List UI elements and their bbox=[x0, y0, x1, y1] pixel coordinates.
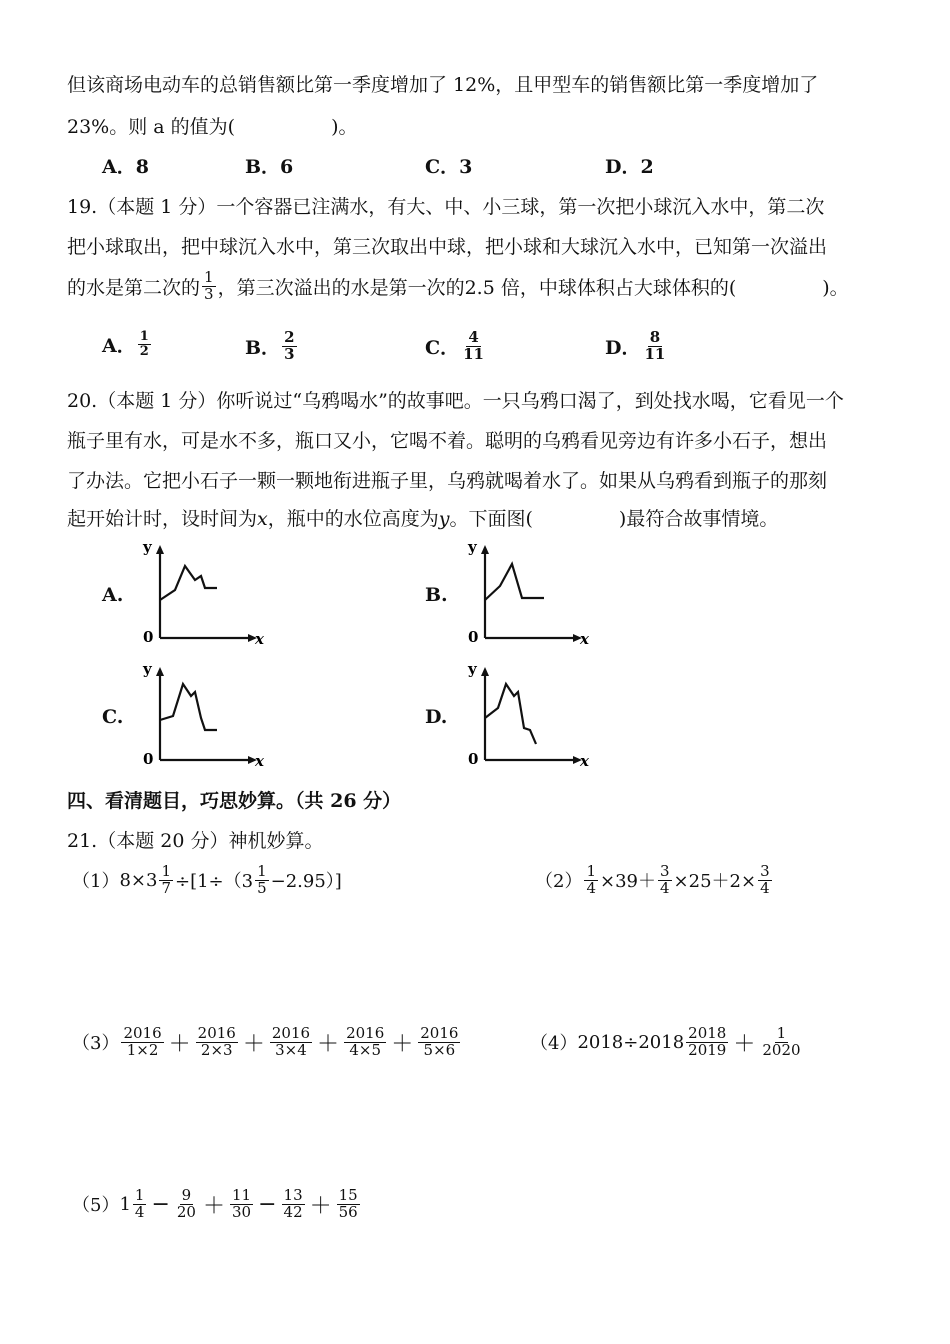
frac-num: 1 bbox=[139, 329, 149, 344]
fraction bbox=[658, 864, 672, 897]
q18-line2-post: )。 bbox=[331, 116, 358, 138]
option-fraction bbox=[138, 330, 151, 358]
frac-num: 1 bbox=[161, 862, 171, 880]
fraction bbox=[337, 1188, 360, 1221]
frac-den: 4 bbox=[660, 878, 670, 897]
fraction bbox=[196, 1026, 238, 1059]
q19-line3-pre: 的水是第二次的 bbox=[67, 276, 201, 299]
frac-den: 20 bbox=[176, 1202, 196, 1221]
mixed-fraction bbox=[159, 864, 173, 897]
x-axis-label: x bbox=[255, 752, 264, 770]
frac-num: 2016 bbox=[346, 1024, 385, 1042]
q20-line4-pre: 起开始计时，设时间为 bbox=[67, 508, 258, 530]
plus-sign: ＋ bbox=[309, 1193, 332, 1219]
graph-option-b[interactable] bbox=[460, 540, 600, 655]
frac-num: 2016 bbox=[420, 1024, 459, 1042]
q19-line1: 19.（本题 1 分）一个容器已注满水，有大、中、小三球，第一次把小球沉入水中，第二次 bbox=[67, 196, 825, 218]
graph-c-svg bbox=[135, 662, 275, 772]
expr-text: ÷[1÷（3 bbox=[175, 871, 254, 893]
plus-sign: ＋ bbox=[242, 1031, 265, 1057]
option-label: D． bbox=[605, 336, 641, 359]
plus-sign: ＋ bbox=[317, 1031, 340, 1057]
frac-den: 3×4 bbox=[275, 1040, 307, 1059]
q20-line4 bbox=[67, 504, 778, 531]
option-label: C． bbox=[425, 336, 460, 359]
expression-4 bbox=[530, 1026, 805, 1059]
x-axis-label: x bbox=[580, 752, 589, 770]
frac-num: 3 bbox=[660, 862, 670, 880]
frac-num: 15 bbox=[338, 1186, 358, 1204]
frac-den: 5×6 bbox=[423, 1040, 456, 1059]
q20-line3: 了办法。它把小石子一颗一颗地衔进瓶子里，乌鸦就喝着水了。如果从乌鸦看到瓶子的那刻 bbox=[67, 470, 828, 492]
frac-den: 11 bbox=[463, 344, 484, 363]
q18-line2 bbox=[67, 112, 357, 139]
expr-text: 8×3 bbox=[119, 869, 158, 891]
section-title: 四、看清题目，巧思妙算。（共 26 分） bbox=[67, 790, 402, 812]
frac-num: 8 bbox=[649, 328, 661, 346]
q19-option-c[interactable] bbox=[425, 330, 488, 363]
fraction bbox=[758, 864, 772, 897]
q18-line2-pre: 23%。则 a 的值为( bbox=[67, 116, 236, 138]
graph-option-d[interactable] bbox=[460, 662, 600, 777]
frac-num: 2016 bbox=[271, 1024, 311, 1042]
expr-tag: （2） bbox=[535, 871, 583, 893]
q20-line4-mid2: 。下面图( bbox=[449, 508, 533, 530]
graph-option-a[interactable] bbox=[135, 540, 275, 655]
q18-option-b[interactable]: B．6 bbox=[245, 156, 294, 178]
option-label: A． bbox=[102, 334, 136, 357]
fraction bbox=[418, 1026, 460, 1059]
origin-label: 0 bbox=[468, 628, 479, 646]
option-fraction bbox=[642, 330, 667, 363]
graph-option-b-label[interactable]: B. bbox=[425, 584, 448, 606]
plus-sign: ＋ bbox=[202, 1193, 225, 1219]
frac-num: 1 bbox=[257, 862, 267, 880]
graph-curve bbox=[160, 566, 217, 600]
frac-den: 3 bbox=[284, 344, 295, 363]
q20-line4-mid: ，瓶中的水位高度为 bbox=[267, 508, 439, 530]
expression-5 bbox=[72, 1188, 362, 1221]
frac-num: 1 bbox=[134, 1186, 145, 1204]
fraction bbox=[760, 1026, 802, 1059]
frac-den: 56 bbox=[338, 1202, 358, 1221]
frac-den: 2×3 bbox=[200, 1040, 233, 1059]
y-axis-label: y bbox=[468, 660, 477, 678]
frac-num: 11 bbox=[232, 1186, 252, 1204]
fraction bbox=[121, 1026, 163, 1059]
mixed-fraction bbox=[255, 864, 269, 897]
graph-option-c[interactable] bbox=[135, 662, 275, 777]
var-y: y bbox=[438, 508, 450, 530]
frac-num: 2 bbox=[284, 328, 295, 346]
plus-sign: ＋ bbox=[168, 1031, 191, 1057]
graph-curve bbox=[485, 684, 536, 744]
minus-sign: − bbox=[151, 1191, 170, 1217]
q19-option-b[interactable] bbox=[245, 330, 299, 363]
graph-option-c-label[interactable]: C. bbox=[102, 706, 124, 728]
q19-line3 bbox=[67, 270, 849, 303]
frac-num: 4 bbox=[468, 328, 479, 346]
frac-num: 2016 bbox=[123, 1024, 162, 1042]
frac-num: 3 bbox=[760, 862, 770, 880]
graph-b-svg bbox=[460, 540, 600, 650]
expr-text: 2018÷2018 bbox=[577, 1031, 685, 1053]
graph-curve bbox=[485, 564, 544, 600]
y-arrow-icon bbox=[481, 667, 489, 676]
mixed-fraction bbox=[686, 1026, 728, 1059]
frac-den: 2019 bbox=[688, 1040, 727, 1059]
frac-num: 2016 bbox=[197, 1024, 236, 1042]
option-fraction bbox=[461, 330, 486, 363]
origin-label: 0 bbox=[143, 628, 154, 646]
fraction bbox=[344, 1026, 386, 1059]
mixed-fraction bbox=[133, 1188, 147, 1221]
q18-option-d[interactable]: D．2 bbox=[605, 156, 654, 178]
expr-text: ×39＋ bbox=[600, 871, 656, 893]
plus-sign: ＋ bbox=[733, 1031, 756, 1057]
frac-den: 30 bbox=[232, 1202, 252, 1221]
q19-line3-mid: ，第三次溢出的水是第一次的2.5 倍，中球体积占大球体积的( bbox=[217, 276, 737, 299]
expression-3 bbox=[72, 1026, 462, 1059]
q18-option-a[interactable]: A．8 bbox=[102, 156, 149, 178]
q20-line4-post: )最符合故事情境。 bbox=[618, 508, 779, 530]
q19-option-a[interactable] bbox=[102, 330, 153, 358]
q18-line1: 但该商场电动车的总销售额比第一季度增加了 12%，且甲型车的销售额比第一季度增加了 bbox=[67, 74, 819, 96]
frac-num: 2018 bbox=[688, 1024, 727, 1042]
expression-1 bbox=[72, 864, 342, 897]
var-x: x bbox=[257, 508, 268, 530]
expr-tag: （3） bbox=[72, 1033, 120, 1055]
y-axis-label: y bbox=[143, 660, 152, 678]
graph-d-svg bbox=[460, 662, 600, 772]
graph-option-a-label[interactable]: A. bbox=[102, 584, 124, 606]
y-arrow-icon bbox=[481, 545, 489, 554]
frac-den: 4 bbox=[134, 1202, 145, 1221]
frac-den: 2020 bbox=[762, 1040, 801, 1059]
frac-num: 1 bbox=[586, 862, 596, 880]
y-axis-label: y bbox=[143, 538, 152, 556]
frac-den: 3 bbox=[204, 284, 214, 303]
frac-num: 13 bbox=[283, 1186, 303, 1204]
frac-den: 7 bbox=[161, 878, 171, 897]
expression-2 bbox=[535, 864, 774, 897]
frac-den: 42 bbox=[283, 1202, 303, 1221]
fraction bbox=[175, 1188, 198, 1221]
q20-line1: 20.（本题 1 分）你听说过“乌鸦喝水”的故事吧。一只乌鸦口渴了，到处找水喝，它看见一个 bbox=[67, 390, 844, 412]
q19-line3-post: )。 bbox=[822, 276, 849, 299]
expr-tag: （4） bbox=[530, 1033, 578, 1055]
q18-option-c[interactable]: C．3 bbox=[425, 156, 473, 178]
expr-text: 1 bbox=[119, 1193, 131, 1215]
q19-fraction bbox=[202, 270, 216, 303]
frac-den: 4 bbox=[760, 878, 770, 897]
minus-sign: − bbox=[258, 1191, 277, 1217]
x-axis-label: x bbox=[255, 630, 264, 648]
y-arrow-icon bbox=[156, 667, 164, 676]
origin-label: 0 bbox=[143, 750, 154, 768]
frac-den: 2 bbox=[139, 343, 149, 359]
q19-option-d[interactable] bbox=[605, 330, 669, 363]
plus-sign: ＋ bbox=[391, 1031, 414, 1057]
fraction bbox=[270, 1026, 312, 1059]
frac-den: 4×5 bbox=[349, 1040, 381, 1059]
graph-a-svg bbox=[135, 540, 275, 650]
expr-tag: （1） bbox=[72, 871, 120, 893]
origin-label: 0 bbox=[468, 750, 479, 768]
y-arrow-icon bbox=[156, 545, 164, 554]
expr-text: ×25＋2× bbox=[673, 871, 757, 893]
frac-num: 1 bbox=[204, 268, 214, 286]
y-axis-label: y bbox=[468, 538, 477, 556]
expr-text: −2.95）] bbox=[270, 871, 342, 893]
graph-curve bbox=[160, 684, 217, 730]
frac-den: 1×2 bbox=[126, 1040, 159, 1059]
graph-option-d-label[interactable]: D. bbox=[425, 706, 448, 728]
q20-line2: 瓶子里有水，可是水不多，瓶口又小，它喝不着。聪明的乌鸦看见旁边有许多小石子，想出 bbox=[67, 430, 828, 452]
fraction bbox=[584, 864, 598, 897]
frac-den: 4 bbox=[586, 878, 596, 897]
frac-den: 5 bbox=[257, 878, 267, 897]
q21-title: 21.（本题 20 分）神机妙算。 bbox=[67, 830, 324, 852]
expr-tag: （5） bbox=[72, 1195, 120, 1217]
option-fraction bbox=[282, 330, 296, 363]
frac-den: 11 bbox=[644, 344, 666, 363]
q19-line2: 把小球取出，把中球沉入水中，第三次取出中球，把小球和大球沉入水中，已知第一次溢出 bbox=[67, 236, 828, 258]
fraction bbox=[230, 1188, 253, 1221]
x-axis-label: x bbox=[580, 630, 589, 648]
fraction bbox=[282, 1188, 305, 1221]
frac-num: 9 bbox=[181, 1186, 192, 1204]
frac-num: 1 bbox=[776, 1024, 787, 1042]
option-label: B． bbox=[245, 336, 281, 359]
